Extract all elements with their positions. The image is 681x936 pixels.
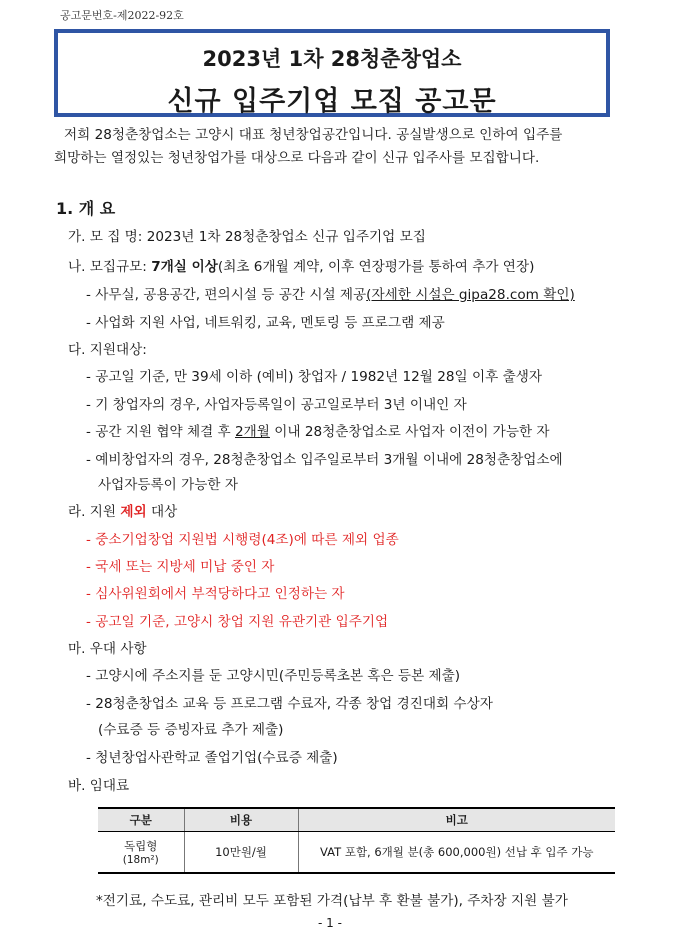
na-suffix: (최초 6개월 계약, 이후 연장평가를 통하여 추가 연장) (217, 259, 535, 275)
item-na (68, 258, 534, 276)
da-item-3-post: 이내 28청춘창업소로 사업자 이전이 가능한 자 (269, 424, 550, 440)
item-ba: 바. 임대료 (68, 778, 130, 794)
intro-paragraph (54, 124, 624, 170)
item-ra (68, 503, 177, 521)
header-cost: 비용 (184, 808, 298, 832)
ra-item-4: - 공고일 기준, 고양시 창업 지원 유관기관 입주기업 (86, 614, 389, 630)
da-item-4b: 사업자등록이 가능한 자 (98, 477, 238, 493)
footnote: *전기료, 수도료, 관리비 모두 포함된 가격(납부 후 환불 불가), 주차장 지원 불가 (96, 893, 568, 909)
da-item-3-underline: 2개월 (235, 424, 270, 440)
cell-note: VAT 포함, 6개월 분(총 600,000원) 선납 후 입주 가능 (298, 832, 615, 874)
title-line-1: 2023년 1차 28청춘창업소 (202, 47, 462, 71)
document-number: 공고문번호-제2022-92호 (60, 9, 184, 22)
intro-line-2: 희망하는 열정있는 청년창업가를 대상으로 다음과 같이 신규 입주사를 모집합니다. (54, 150, 540, 166)
cell-type-name: 독립형 (124, 839, 158, 853)
item-ma: 마. 우대 사항 (68, 641, 147, 657)
ma-item-2b: (수료증 등 증빙자료 추가 제출) (98, 722, 284, 738)
ra-post: 대상 (146, 504, 178, 520)
page-number: - 1 - (318, 916, 342, 930)
title-box (54, 29, 610, 117)
na-item-1 (86, 286, 575, 304)
ra-pre: 라. 지원 (68, 504, 121, 520)
ra-exclude: 제외 (120, 504, 147, 520)
intro-line-1: 저희 28청춘창업소는 고양시 대표 청년창업공간입니다. 공실발생으로 인하여 입주를 (64, 127, 563, 143)
ma-item-2a: - 28청춘창업소 교육 등 프로그램 수료자, 각종 창업 경진대회 수상자 (86, 696, 493, 712)
fee-table (98, 807, 615, 874)
da-item-2: - 기 창업자의 경우, 사업자등록일이 공고일로부터 3년 이내인 자 (86, 397, 467, 413)
da-item-3-pre: - 공간 지원 협약 체결 후 (86, 424, 236, 440)
da-item-1: - 공고일 기준, 만 39세 이하 (예비) 창업자 / 1982년 12월 28일 이후 출생자 (86, 369, 542, 385)
ra-item-1: - 중소기업창업 지원법 시행령(4조)에 따른 제외 업종 (86, 532, 399, 548)
ra-item-3: - 심사위원회에서 부적당하다고 인정하는 자 (86, 586, 345, 602)
header-note: 비고 (298, 808, 615, 832)
ma-item-3: - 청년창업사관학교 졸업기업(수료증 제출) (86, 750, 338, 766)
table-header-row (98, 808, 615, 832)
item-ga: 가. 모 집 명: 2023년 1차 28청춘창업소 신규 입주기업 모집 (68, 229, 426, 245)
da-item-3 (86, 423, 550, 441)
cell-type (98, 832, 184, 874)
header-type: 구분 (98, 808, 184, 832)
item-da: 다. 지원대상: (68, 342, 147, 358)
facility-link[interactable]: (자세한 시설은 gipa28.com 확인) (366, 287, 575, 303)
na-prefix: 나. 모집규모: (68, 259, 152, 275)
cell-cost: 10만원/월 (184, 832, 298, 874)
cell-type-area: (18m²) (122, 854, 159, 866)
ma-item-1: - 고양시에 주소지를 둔 고양시민(주민등록초본 혹은 등본 제출) (86, 668, 461, 684)
table-row (98, 832, 615, 874)
title-line-2: 신규 입주기업 모집 공고문 (167, 86, 497, 117)
da-item-4a: - 예비창업자의 경우, 28청춘창업소 입주일로부터 3개월 이내에 28청춘창업소에 (86, 452, 563, 468)
na-item-1-text: - 사무실, 공용공간, 편의시설 등 공간 시설 제공 (86, 287, 367, 303)
na-bold: 7개실 이상 (151, 259, 218, 275)
na-item-2: - 사업화 지원 사업, 네트워킹, 교육, 멘토링 등 프로그램 제공 (86, 315, 445, 331)
ra-item-2: - 국세 또는 지방세 미납 중인 자 (86, 559, 275, 575)
section-heading: 1. 개 요 (56, 199, 116, 218)
